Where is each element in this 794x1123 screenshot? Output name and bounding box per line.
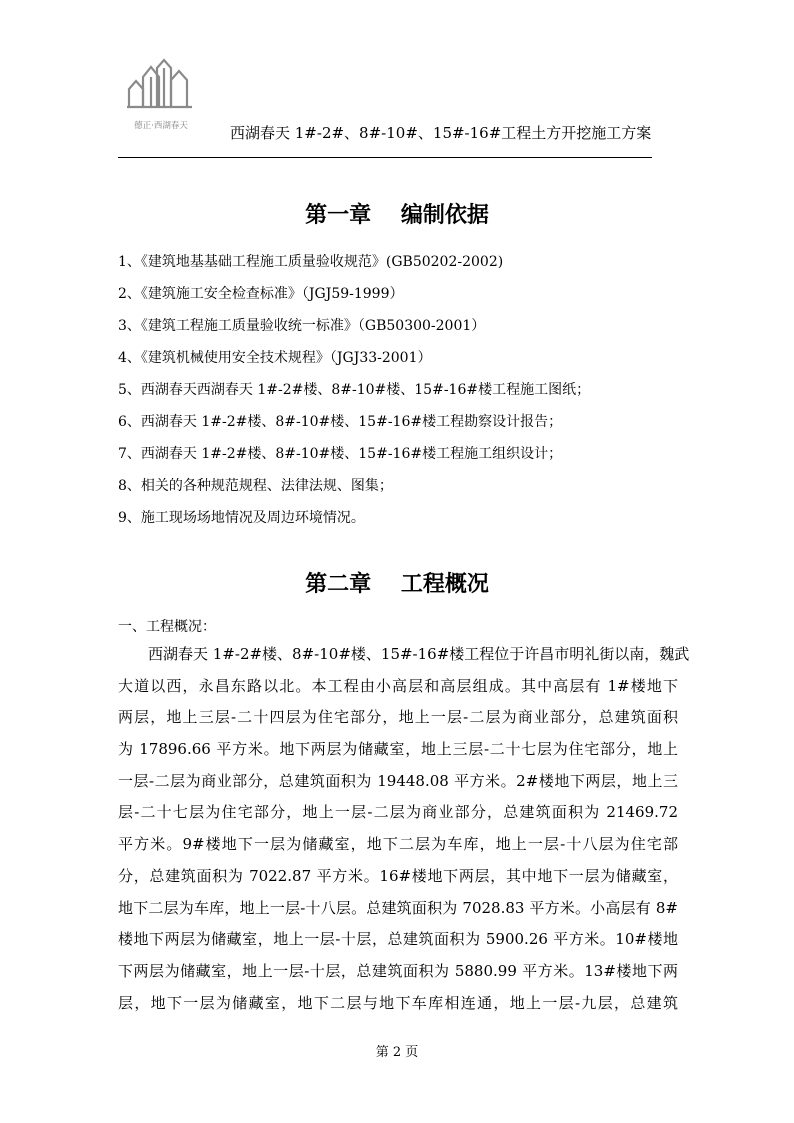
paragraph-line: 为 17896.66 平方米。地下两层为储藏室，地上三层-二十七层为住宅部分，地上 [118, 740, 678, 759]
basis-list [118, 248, 678, 536]
paragraph-line: 楼地下两层为储藏室，地上一层-十层，总建筑面积为 5900.26 平方米。10#楼地 [118, 930, 678, 949]
document-header-title: 西湖春天 1#-2#、8#-10#、15#-16#工程土方开挖施工方案 [230, 124, 652, 142]
list-item: 2、《建筑施工安全检查标准》（JGJ59-1999） [118, 286, 404, 302]
paragraph-line: 层-二十七层为住宅部分，地上一层-二层为商业部分，总建筑面积为 21469.72 [118, 803, 678, 822]
paragraph-line: 下两层为储藏室，地上一层-十层，总建筑面积为 5880.99 平方米。13#楼地下两 [118, 961, 678, 980]
paragraph-line: 两层，地上三层-二十四层为住宅部分，地上一层-二层为商业部分，总建筑面积 [118, 708, 678, 727]
list-item: 4、《建筑机械使用安全技术规程》（JGJ33-2001） [118, 350, 432, 366]
list-item: 6、西湖春天 1#-2#楼、8#-10#楼、15#-16#楼工程勘察设计报告； [118, 414, 563, 430]
chapter-2-title: 第二章 工程概况 [305, 571, 489, 597]
company-logo [126, 56, 196, 138]
section-heading: 一、工程概况： [118, 619, 216, 635]
list-item: 7、西湖春天 1#-2#楼、8#-10#楼、15#-16#楼工程施工组织设计； [118, 446, 563, 462]
paragraph-line: 一层-二层为商业部分，总建筑面积为 19448.08 平方米。2#楼地下两层，地上三 [118, 771, 678, 790]
paragraph-line: 西湖春天 1#-2#楼、8#-10#楼、15#-16#楼工程位于许昌市明礼街以南，魏武 [148, 645, 690, 663]
list-item: 9、施工现场场地情况及周边环境情况。 [118, 510, 365, 526]
chapter-1-title: 第一章 编制依据 [305, 202, 489, 228]
list-item: 3、《建筑工程施工质量验收统一标准》（GB50300-2001） [118, 318, 486, 334]
page-number: 第 2 页 [375, 1045, 419, 1060]
building-logo-icon [126, 56, 196, 116]
paragraph-line: 分，总建筑面积为 7022.87 平方米。16#楼地下两层，其中地下一层为储藏室， [118, 866, 678, 885]
list-item: 1、《建筑地基基础工程施工质量验收规范》(GB50202-2002) [118, 254, 504, 270]
list-item: 5、西湖春天西湖春天 1#-2#楼、8#-10#楼、15#-16#楼工程施工图纸； [118, 382, 591, 398]
paragraph-line: 大道以西，永昌东路以北。本工程由小高层和高层组成。其中高层有 1#楼地下 [118, 676, 678, 695]
list-item: 8、相关的各种规范规程、法律法规、图集； [118, 478, 393, 494]
paragraph-line: 层，地下一层为储藏室，地下二层与地下车库相连通，地上一层-九层，总建筑 [118, 993, 678, 1012]
paragraph-line: 地下二层为车库，地上一层-十八层。总建筑面积为 7028.83 平方米。小高层有 8# [118, 898, 678, 917]
header-divider [118, 157, 652, 158]
logo-text: 德正·西湖春天 [134, 121, 188, 131]
paragraph-line: 平方米。9#楼地下一层为储藏室，地下二层为车库，地上一层-十八层为住宅部 [118, 835, 678, 854]
project-overview-paragraph [118, 639, 690, 1019]
